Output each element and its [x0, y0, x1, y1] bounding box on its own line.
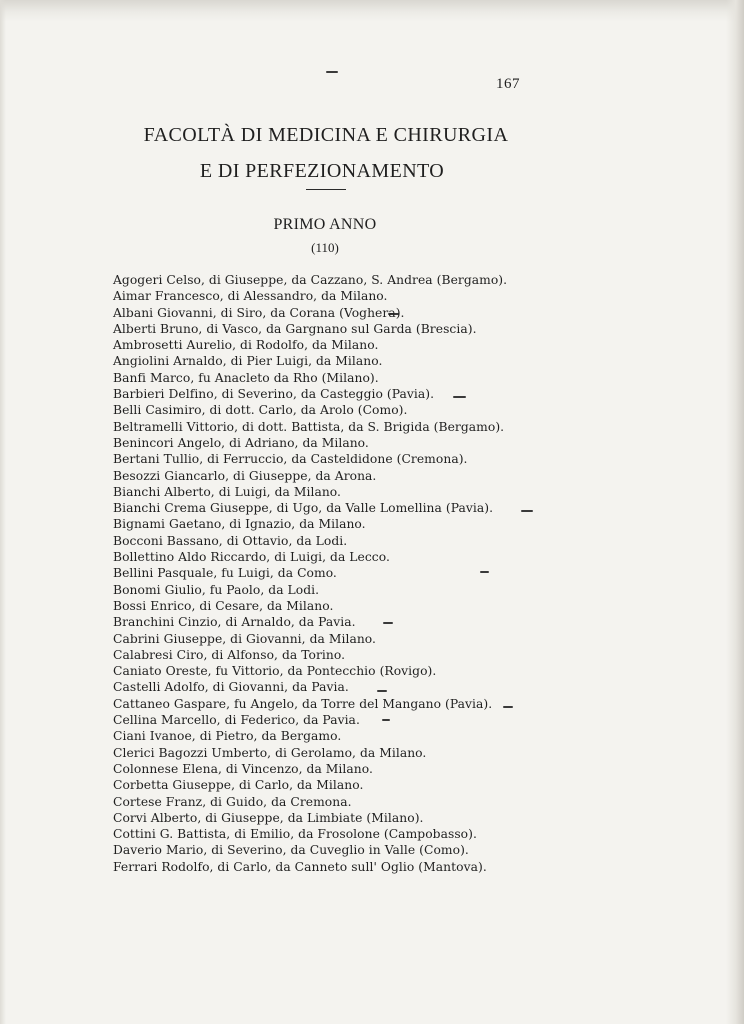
list-item: Branchini Cinzio, di Arnaldo, da Pavia.	[113, 615, 356, 630]
page-number: 167	[496, 76, 520, 92]
ink-mark	[326, 71, 338, 73]
list-item: Bertani Tullio, di Ferruccio, da Casteldidone (Cremona).	[113, 452, 468, 467]
list-item: Bocconi Bassano, di Ottavio, da Lodi.	[113, 533, 348, 548]
title-divider	[306, 189, 346, 190]
list-item: Bianchi Alberto, di Luigi, da Milano.	[113, 484, 341, 499]
list-item: Daverio Mario, di Severino, da Cuveglio in Valle (Como).	[113, 843, 469, 858]
student-list	[113, 272, 583, 875]
list-item: Cottini G. Battista, di Emilio, da Frosolone (Campobasso).	[113, 827, 477, 842]
list-item: Angiolini Arnaldo, di Pier Luigi, da Milano.	[113, 354, 383, 369]
scan-edge-left	[0, 0, 6, 1024]
student-count: (110)	[311, 240, 339, 255]
list-item: Clerici Bagozzi Umberto, di Gerolamo, da Milano.	[113, 745, 427, 760]
list-item: Cattaneo Gaspare, fu Angelo, da Torre del Mangano (Pavia).	[113, 696, 493, 711]
scan-edge-top	[0, 0, 744, 22]
scan-edge-right	[726, 0, 744, 1024]
list-item: Bossi Enrico, di Cesare, da Milano.	[113, 598, 334, 613]
list-item: Colonnese Elena, di Vincenzo, da Milano.	[113, 761, 373, 776]
list-item: Benincori Angelo, di Adriano, da Milano.	[113, 435, 369, 450]
list-item: Aimar Francesco, di Alessandro, da Milano.	[113, 289, 388, 304]
list-item: Cortese Franz, di Guido, da Cremona.	[113, 794, 352, 809]
list-item: Corbetta Giuseppe, di Carlo, da Milano.	[113, 778, 364, 793]
list-item: Castelli Adolfo, di Giovanni, da Pavia.	[113, 680, 349, 695]
list-item: Bonomi Giulio, fu Paolo, da Lodi.	[113, 582, 320, 597]
list-item: Cellina Marcello, di Federico, da Pavia.	[113, 713, 360, 728]
faculty-subtitle: E DI PERFEZIONAMENTO	[199, 160, 445, 182]
list-item: Alberti Bruno, di Vasco, da Gargnano sul Garda (Brescia).	[113, 321, 477, 336]
list-item: Calabresi Ciro, di Alfonso, da Torino.	[113, 647, 346, 662]
list-item: Banfi Marco, fu Anacleto da Rho (Milano).	[113, 370, 379, 385]
list-item: Ambrosetti Aurelio, di Rodolfo, da Milano.	[113, 338, 379, 353]
list-item: Beltramelli Vittorio, di dott. Battista, da S. Brigida (Bergamo).	[113, 419, 505, 434]
list-item: Besozzi Giancarlo, di Giuseppe, da Arona.	[113, 468, 377, 483]
list-item: Ciani Ivanoe, di Pietro, da Bergamo.	[113, 729, 342, 744]
list-item: Bignami Gaetano, di Ignazio, da Milano.	[113, 517, 366, 532]
list-item: Ferrari Rodolfo, di Carlo, da Canneto sull' Oglio (Mantova).	[113, 859, 487, 874]
list-item: Cabrini Giuseppe, di Giovanni, da Milano.	[113, 631, 376, 646]
section-title: PRIMO ANNO	[273, 216, 377, 233]
list-item: Agogeri Celso, di Giuseppe, da Cazzano, S. Andrea (Bergamo).	[113, 273, 508, 287]
list-item: Caniato Oreste, fu Vittorio, da Pontecchio (Rovigo).	[113, 664, 437, 679]
list-item: Corvi Alberto, di Giuseppe, da Limbiate (Milano).	[113, 810, 424, 825]
list-item: Barbieri Delfino, di Severino, da Casteggio (Pavia).	[113, 387, 435, 402]
list-item: Bellini Pasquale, fu Luigi, da Como.	[113, 566, 337, 581]
list-item: Bollettino Aldo Riccardo, di Luigi, da Lecco.	[113, 550, 390, 565]
list-item: Albani Giovanni, di Siro, da Corana (Voghera).	[113, 305, 405, 320]
list-item: Bianchi Crema Giuseppe, di Ugo, da Valle Lomellina (Pavia).	[113, 501, 494, 516]
list-item: Belli Casimiro, di dott. Carlo, da Arolo (Como).	[113, 403, 408, 418]
faculty-title: FACOLTÀ DI MEDICINA E CHIRURGIA	[143, 124, 509, 146]
